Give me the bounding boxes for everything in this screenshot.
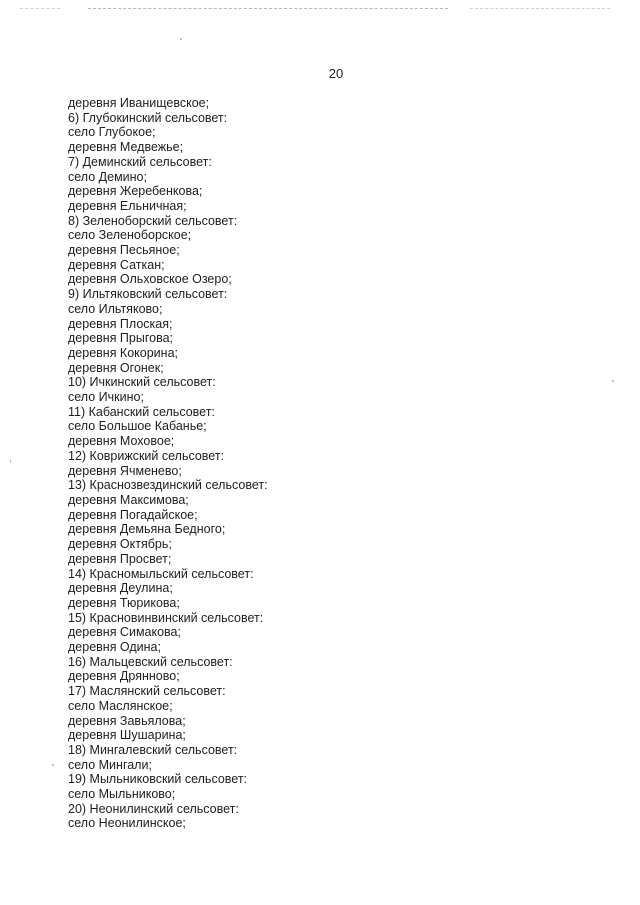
text-line: село Ильтяково; bbox=[68, 301, 163, 316]
text-line: деревня Огонек; bbox=[68, 360, 164, 375]
text-line: 7) Деминский сельсовет: bbox=[68, 154, 212, 169]
text-line: деревня Шушарина; bbox=[68, 728, 186, 743]
text-line: деревня Иванищевское; bbox=[68, 96, 210, 110]
text-line: деревня Октябрь; bbox=[68, 537, 172, 552]
scan-speck bbox=[180, 38, 182, 40]
text-line: деревня Завьялова; bbox=[68, 713, 186, 728]
text-line: село Большое Кабанье; bbox=[68, 419, 207, 434]
text-line: 9) Ильтяковский сельсовет: bbox=[68, 287, 228, 302]
scan-speck bbox=[612, 380, 614, 382]
text-line: деревня Демьяна Бедного; bbox=[68, 522, 226, 537]
text-line: деревня Моховое; bbox=[68, 434, 175, 449]
text-line: 16) Мальцевский сельсовет: bbox=[68, 654, 233, 669]
scan-artifact-line bbox=[20, 8, 60, 9]
scan-speck bbox=[52, 764, 54, 766]
text-line: деревня Одина; bbox=[68, 640, 161, 655]
text-line: 10) Ичкинский сельсовет: bbox=[68, 375, 216, 390]
text-line: деревня Ячменево; bbox=[68, 463, 182, 478]
text-line: 18) Мингалевский сельсовет: bbox=[68, 742, 238, 757]
page-number: 20 bbox=[328, 66, 344, 81]
text-line: 11) Кабанский сельсовет: bbox=[68, 404, 215, 419]
text-line: село Мыльниково; bbox=[68, 787, 176, 802]
text-line: деревня Просвет; bbox=[68, 551, 172, 566]
text-line: 19) Мыльниковский сельсовет: bbox=[68, 772, 248, 787]
text-line: село Глубокое; bbox=[68, 125, 156, 140]
text-line: деревня Ольховское Озеро; bbox=[68, 272, 232, 287]
scan-speck bbox=[10, 460, 11, 463]
text-line: село Маслянское; bbox=[68, 698, 173, 713]
text-line: деревня Саткан; bbox=[68, 257, 165, 272]
text-line: деревня Прыгова; bbox=[68, 331, 174, 346]
text-line: 6) Глубокинский сельсовет: bbox=[68, 110, 228, 125]
text-line: 12) Коврижский сельсовет: bbox=[68, 448, 225, 463]
text-line: 17) Маслянский сельсовет: bbox=[68, 684, 226, 699]
scan-artifact-line bbox=[470, 8, 610, 9]
text-line: деревня Максимова; bbox=[68, 492, 189, 507]
text-line: деревня Ельничная; bbox=[68, 198, 187, 213]
text-line: деревня Жеребенкова; bbox=[68, 184, 203, 199]
scan-artifact-line bbox=[88, 8, 448, 9]
text-line: деревня Плоская; bbox=[68, 316, 173, 331]
text-line: деревня Дрянново; bbox=[68, 669, 180, 684]
text-line: деревня Медвежье; bbox=[68, 140, 184, 155]
text-line: 13) Краснозвездинский сельсовет: bbox=[68, 478, 268, 493]
text-line: деревня Деулина; bbox=[68, 581, 173, 596]
text-line: село Ичкино; bbox=[68, 390, 144, 405]
text-line: 15) Красновинвинский сельсовет: bbox=[68, 610, 264, 625]
text-line: село Мингали; bbox=[68, 757, 152, 772]
text-line: деревня Кокорина; bbox=[68, 345, 178, 360]
text-line: 8) Зеленоборский сельсовет: bbox=[68, 213, 238, 228]
text-line: 14) Красномыльский сельсовет: bbox=[68, 566, 254, 581]
text-line: село Неонилинское; bbox=[68, 816, 186, 831]
text-line: деревня Песьяное; bbox=[68, 243, 180, 258]
text-line: 20) Неонилинский сельсовет: bbox=[68, 801, 239, 816]
text-line: село Демино; bbox=[68, 169, 147, 184]
text-line: деревня Симакова; bbox=[68, 625, 181, 640]
text-line: деревня Тюрикова; bbox=[68, 595, 180, 610]
document-body bbox=[68, 96, 588, 831]
text-line: село Зеленоборское; bbox=[68, 228, 192, 243]
text-line: деревня Погадайское; bbox=[68, 507, 198, 522]
